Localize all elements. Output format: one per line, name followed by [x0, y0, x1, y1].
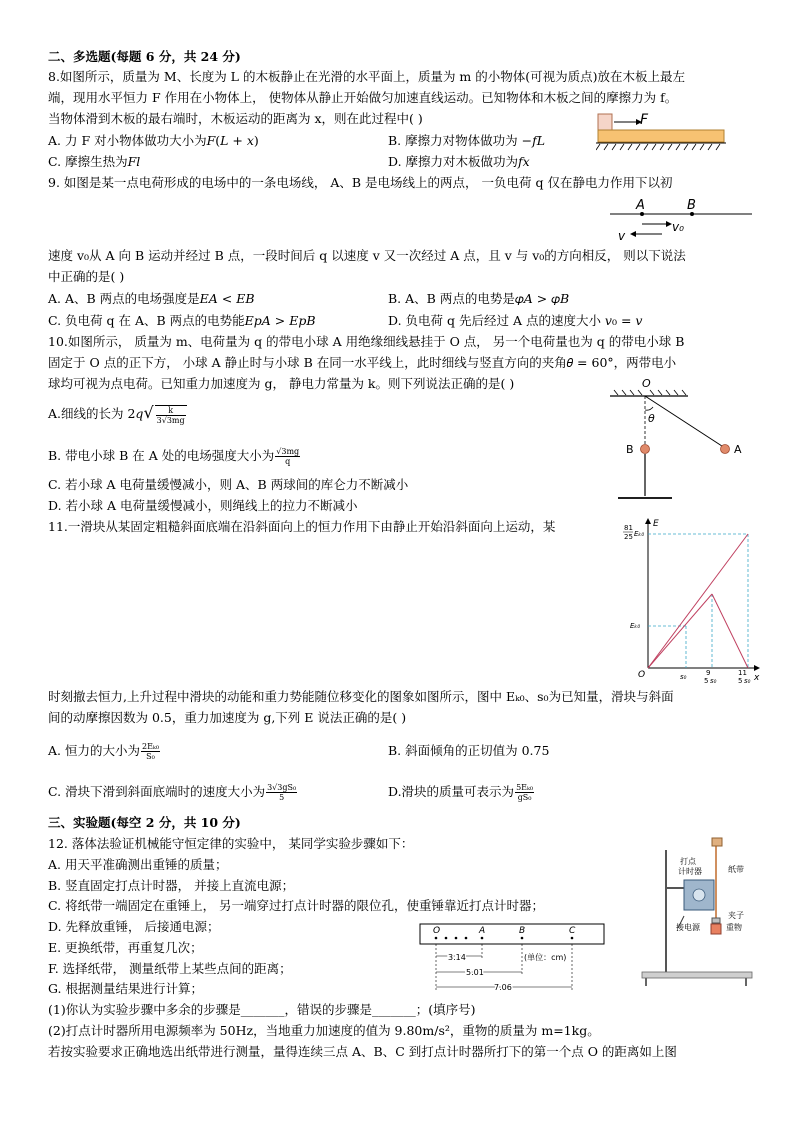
q10-fig-A: A	[734, 443, 742, 456]
q12-app-clip: 夹子	[728, 911, 744, 920]
q10-fig-B: B	[626, 443, 634, 456]
q12-step-c: C. 将纸带一端固定在重锤上， 另一端穿过打点计时器的限位孔，使重锤靠近打点计时器；	[48, 898, 545, 913]
q10-option-d: D. 若小球 A 电荷量缓慢减小，则绳线上的拉力不断减小	[48, 498, 358, 513]
q11-energy-graph	[616, 516, 762, 684]
q12-part1: (1)你认为实验步骤中多余的步骤是_______，错误的步骤是_______；(填序号)	[48, 1002, 476, 1017]
q11-fig-O: O	[638, 670, 646, 680]
q10-option-b-num: √3mg	[276, 447, 300, 456]
q12-app-timer2: 计时器	[678, 867, 702, 876]
q10-option-b-prefix: B. 带电小球 B 在 A 处的电场强度大小为	[48, 448, 275, 463]
q8-fig-F-label: F	[640, 112, 649, 128]
q12-step-b: B. 竖直固定打点计时器， 并接上直流电源；	[48, 878, 295, 893]
q10-line2: 固定于 O 点的正下方， 小球 A 静止时与小球 B 在同一水平线上，此时细线与竖直方向的夹角𝜃 = 60°，两带电小	[48, 355, 677, 370]
q8-line3: 当物体滑到木板的最右端时，木板运动的距离为 x，则在此过程中( )	[48, 111, 423, 126]
section-title-experiment: 三、实验题(每空 2 分，共 10 分)	[48, 815, 241, 830]
q11-option-d-prefix: D.滑块的质量可表示为	[388, 784, 515, 799]
q11-fig-9: 9	[706, 669, 711, 677]
q9-fig-A: A	[636, 198, 645, 213]
q12-tape-501: 5.01	[466, 968, 484, 977]
q10-line1: 10.如图所示， 质量为 m、电荷量为 q 的带电小球 A 用绝缘细线悬挂于 O 点， 另一个电荷量也为 q 的带电小球 B	[48, 334, 685, 349]
q12-step-f: F. 选择纸带， 测量纸带上某些点间的距离；	[48, 961, 292, 976]
q11-fig-s0: s₀	[680, 673, 687, 681]
q11-fig-Ek0-top: Eₖ₀	[634, 530, 645, 538]
q9-option-c: C. 负电荷 q 在 A、B 两点的电势能𝐸𝑝𝐴 > 𝐸𝑝𝐵	[48, 313, 316, 328]
q10-pendulum-figure	[608, 378, 758, 502]
q10-option-b-den: q	[285, 457, 291, 466]
q12-app-timer: 打点	[680, 857, 696, 866]
q9-option-d: D. 负电荷 q 先后经过 A 点的速度大小 𝑣₀ = 𝑣	[388, 313, 643, 328]
q11-option-c-den: 5	[279, 793, 285, 802]
q10-option-c: C. 若小球 A 电荷量缓慢减小，则 A、B 两球间的库仑力不断减小	[48, 477, 409, 492]
q10-fig-theta: θ	[648, 412, 655, 425]
q11-option-d	[388, 779, 535, 805]
q12-tape-A: A	[479, 926, 486, 936]
q10-line3: 球均可视为点电荷。已知重力加速度为 g， 静电力常量为 k。则下列说法正确的是( )	[48, 376, 515, 391]
q11-option-a	[48, 738, 161, 764]
q9-option-a: A. A、B 两点的电场强度是𝐸𝐴 < 𝐸𝐵	[48, 291, 255, 306]
q12-tape-B: B	[519, 926, 526, 936]
q9-option-b: B. A、B 两点的电势是𝜑𝐴 > 𝜑𝐵	[388, 291, 570, 306]
q11-line3: 间的动摩擦因数为 0.5，重力加速度为 g,下列 E 说法正确的是( )	[48, 710, 407, 725]
q11-option-c	[48, 779, 298, 805]
q8-option-c: C. 摩擦生热为𝐹𝑙	[48, 154, 141, 169]
q10-fig-O: O	[642, 378, 651, 390]
q11-option-a-num: 2Eₖ₀	[141, 742, 160, 751]
q11-option-c-prefix: C. 滑块下滑到斜面底端时的速度大小为	[48, 784, 266, 799]
q12-tape-314: 3.14	[448, 953, 466, 962]
q12-part3: 若按实验要求正确地选出纸带进行测量，量得连续三点 A、B、C 到打点计时器所打下的第一个点 O 的距离如上图	[48, 1044, 677, 1059]
q10-option-a-den: 3√3mg	[156, 415, 185, 425]
q10-option-b	[48, 443, 301, 469]
q11-line1: 11.一滑块从某固定粗糙斜面底端在沿斜面向上的恒力作用下由静止开始沿斜面向上运动，某	[48, 519, 556, 534]
q8-line2: 端，现用水平恒力 F 作用在小物体上， 使物体从静止开始做匀加速直线运动。已知物体和木板之间的摩擦力为 f。	[48, 90, 678, 105]
q12-tape-O: O	[433, 926, 441, 936]
q11-option-c-num: 3√3gS₀	[267, 783, 297, 792]
q12-apparatus-figure	[640, 836, 758, 988]
q8-board-figure	[596, 112, 728, 158]
q9-line1: 9. 如图是某一点电荷形成的电场中的一条电场线， A、B 是电场线上的两点， 一负电荷 q 仅在静电力作用下以初	[48, 175, 673, 190]
q12-app-tape: 纸带	[728, 865, 744, 874]
q11-fig-s0b: s₀	[710, 677, 717, 684]
q12-step-e: E. 更换纸带，再重复几次；	[48, 940, 203, 955]
q11-fig-5b: 5	[738, 677, 743, 684]
q11-option-b: B. 斜面倾角的正切值为 0.75	[388, 743, 550, 758]
q11-fig-5a: 5	[704, 677, 709, 684]
q10-option-a: A.细线的长为 2𝑞√ $\frac{k}{3√3mg}$	[48, 403, 185, 425]
q12-tape-unit: (单位：cm)	[524, 953, 567, 962]
q12-tape-C: C	[569, 926, 576, 936]
q10-option-a-num: k	[156, 406, 186, 416]
q11-fig-s0c: s₀	[744, 677, 751, 684]
q11-option-d-den: gS₀	[517, 793, 532, 802]
q12-step-g: G. 根据测量结果进行计算；	[48, 981, 203, 996]
q11-fig-81: 81	[624, 524, 633, 532]
q12-step-d: D. 先释放重锤， 后接通电源；	[48, 919, 220, 934]
q8-option-b: B. 摩擦力对物体做功为 −𝑓𝐿	[388, 133, 546, 148]
q11-option-a-den: S₀	[146, 752, 155, 761]
q9-fig-v0: v₀	[672, 220, 684, 234]
q9-fig-v: v	[618, 229, 626, 243]
q12-line1: 12. 落体法验证机械能守恒定律的实验中， 某同学实验步骤如下：	[48, 836, 414, 851]
q9-fig-B: B	[687, 198, 696, 213]
q11-fig-11: 11	[738, 669, 747, 677]
q12-app-power: 接电源	[676, 923, 700, 932]
section-title-multi-choice: 二、多选题(每题 6 分，共 24 分)	[48, 49, 241, 64]
q9-field-line-figure	[610, 196, 756, 244]
q8-option-d: D. 摩擦力对木板做功为𝑓𝑥	[388, 154, 530, 169]
q11-fig-x: x	[754, 673, 760, 683]
q12-app-weight: 重物	[726, 923, 742, 932]
q10-option-a-prefix: A.细线的长为 2𝑞	[48, 406, 144, 421]
q11-fig-25: 25	[624, 533, 633, 541]
q9-line3: 中正确的是( )	[48, 269, 125, 284]
q11-option-a-prefix: A. 恒力的大小为	[48, 743, 140, 758]
q12-paper-tape-figure	[418, 920, 608, 996]
q11-fig-Ek0: Eₖ₀	[630, 622, 641, 630]
q8-line1: 8.如图所示，质量为 M、长度为 L 的木板静止在光滑的水平面上，质量为 m 的小物体(可视为质点)放在木板上最左	[48, 69, 686, 84]
q12-part2: (2)打点计时器所用电源频率为 50Hz，当地重力加速度的值为 9.80m/s²，重物的质量为 m=1kg。	[48, 1023, 600, 1038]
q11-fig-E: E	[653, 519, 659, 529]
q11-line2: 时刻撤去恒力,上升过程中滑块的动能和重力势能随位移变化的图象如图所示，图中 Eₖ₀、s₀为已知量，滑块与斜面	[48, 689, 674, 704]
q11-option-d-num: 5Eₖ₀	[516, 783, 534, 792]
q12-tape-706: 7.06	[494, 983, 512, 992]
q12-step-a: A. 用天平准确测出重锤的质量；	[48, 857, 228, 872]
q8-option-a: A. 力 F 对小物体做功大小为𝐹(𝐿 + 𝑥)	[48, 133, 259, 148]
q9-line2: 速度 v₀从 A 向 B 运动并经过 B 点，一段时间后 q 以速度 v 又一次经过 A 点，且 v 与 v₀的方向相反， 则以下说法	[48, 248, 686, 263]
